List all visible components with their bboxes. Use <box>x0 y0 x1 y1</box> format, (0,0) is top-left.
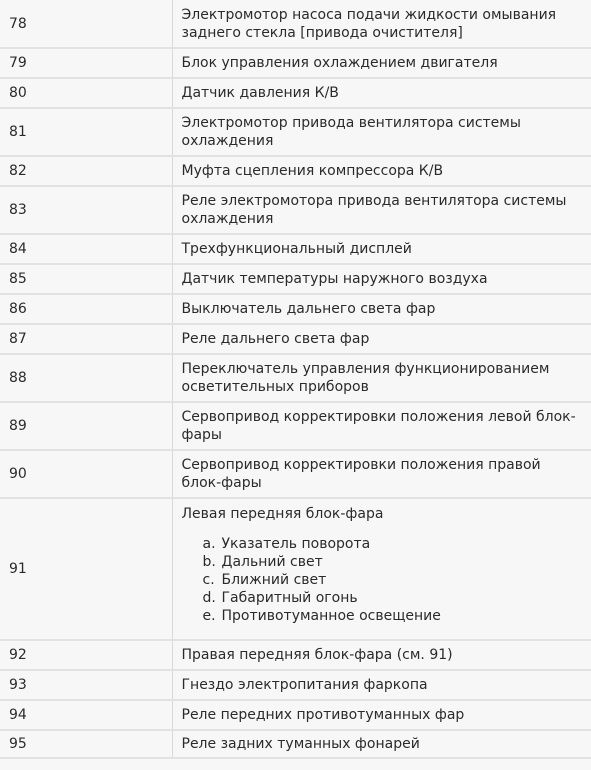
table-row <box>0 78 591 108</box>
list-item <box>203 607 583 625</box>
table-row <box>0 450 591 498</box>
row-number: 94 <box>0 700 172 730</box>
row-number: 83 <box>0 186 172 234</box>
row-number: 81 <box>0 108 172 156</box>
row-number: 87 <box>0 324 172 354</box>
row-description: Реле задних туманных фонарей <box>172 730 591 758</box>
row-description: Электромотор насоса подачи жидкости омывания заднего стекла [привода очистителя] <box>172 0 591 48</box>
row-description <box>172 498 591 640</box>
table-row <box>0 730 591 758</box>
row-number: 79 <box>0 48 172 78</box>
row-description: Сервопривод корректировки положения левой блок-фары <box>172 402 591 450</box>
row-description: Муфта сцепления компрессора К/В <box>172 156 591 186</box>
row-number: 95 <box>0 730 172 758</box>
list-item <box>203 571 583 589</box>
row-description: Датчик давления К/В <box>172 78 591 108</box>
list-marker: b. <box>202 554 216 570</box>
row-description: Датчик температуры наружного воздуха <box>172 264 591 294</box>
table-row <box>0 402 591 450</box>
row-number: 78 <box>0 0 172 48</box>
headlamp-sublist <box>182 535 583 625</box>
list-marker: a. <box>202 536 216 552</box>
row-number: 80 <box>0 78 172 108</box>
row-description: Переключатель управления функционированием осветительных приборов <box>172 354 591 402</box>
row-number: 84 <box>0 234 172 264</box>
row-description: Сервопривод корректировки положения правой блок-фары <box>172 450 591 498</box>
row-description: Трехфункциональный дисплей <box>172 234 591 264</box>
row-description: Блок управления охлаждением двигателя <box>172 48 591 78</box>
table-row <box>0 670 591 700</box>
table-row <box>0 234 591 264</box>
table-row <box>0 324 591 354</box>
list-item-text: Габаритный огонь <box>221 590 358 606</box>
list-item <box>203 553 583 571</box>
table-row <box>0 264 591 294</box>
table-row <box>0 354 591 402</box>
table-row <box>0 48 591 78</box>
row-description: Электромотор привода вентилятора системы охлаждения <box>172 108 591 156</box>
table-row <box>0 186 591 234</box>
list-item-text: Дальний свет <box>221 554 323 570</box>
row-description: Реле дальнего света фар <box>172 324 591 354</box>
table-row <box>0 294 591 324</box>
row-description: Выключатель дальнего света фар <box>172 294 591 324</box>
table-row <box>0 498 591 640</box>
row-number: 85 <box>0 264 172 294</box>
row-number: 92 <box>0 640 172 670</box>
table-row <box>0 700 591 730</box>
list-marker: d. <box>202 590 216 606</box>
list-marker: c. <box>202 572 215 588</box>
row-description: Гнездо электропитания фаркопа <box>172 670 591 700</box>
row-number: 88 <box>0 354 172 402</box>
table-row <box>0 156 591 186</box>
list-item <box>203 535 583 553</box>
row-number: 91 <box>0 498 172 640</box>
row-description: Реле передних противотуманных фар <box>172 700 591 730</box>
row-number: 89 <box>0 402 172 450</box>
row-description: Реле электромотора привода вентилятора системы охлаждения <box>172 186 591 234</box>
row-number: 90 <box>0 450 172 498</box>
headlamp-title: Левая передняя блок-фара <box>181 506 384 522</box>
row-number: 86 <box>0 294 172 324</box>
list-marker: e. <box>202 608 216 624</box>
list-item-text: Ближний свет <box>221 572 327 588</box>
list-item <box>203 589 583 607</box>
row-description: Правая передняя блок-фара (см. 91) <box>172 640 591 670</box>
list-item-text: Противотуманное освещение <box>221 608 441 624</box>
table-row <box>0 640 591 670</box>
row-number: 82 <box>0 156 172 186</box>
table-row <box>0 108 591 156</box>
list-item-text: Указатель поворота <box>221 536 371 552</box>
table-row <box>0 0 591 48</box>
row-number: 93 <box>0 670 172 700</box>
